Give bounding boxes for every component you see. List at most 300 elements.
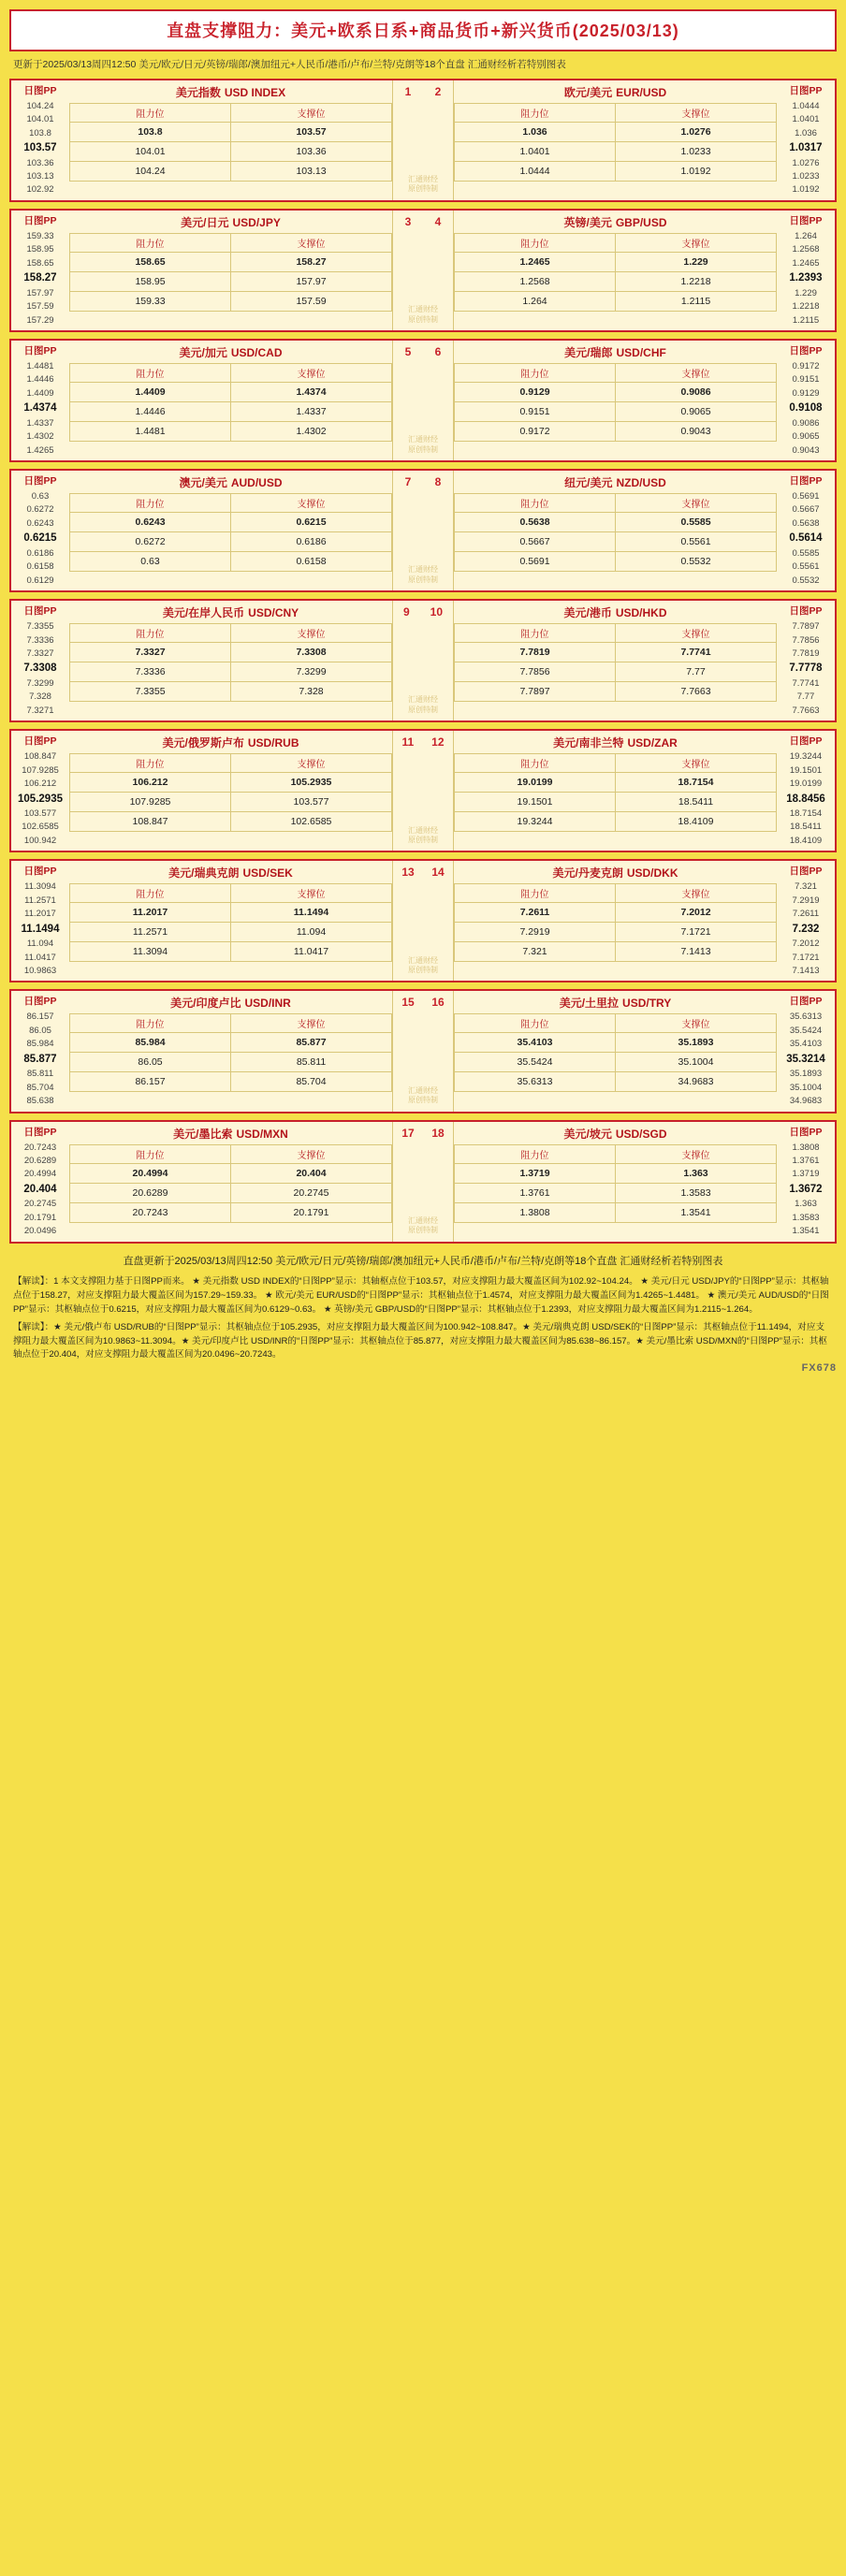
col-resistance: 阻力位	[70, 884, 231, 903]
levels-table	[454, 1144, 777, 1223]
levels-table	[454, 233, 777, 312]
support-value: 105.2935	[231, 773, 392, 793]
resistance-value: 20.7243	[70, 1202, 231, 1222]
pp-label: 日图PP	[789, 344, 823, 357]
levels-table	[454, 103, 777, 182]
pp-level: 0.9129	[792, 387, 820, 399]
watermark: 汇通财经 原创特制	[408, 695, 438, 714]
col-support: 支撑位	[616, 884, 777, 903]
table-row	[70, 382, 392, 401]
block-index-numbers	[393, 80, 453, 98]
pair-title: 美元指数 USD INDEX	[69, 80, 392, 103]
levels-table	[454, 1013, 777, 1092]
col-resistance: 阻力位	[70, 103, 231, 122]
table-row	[455, 271, 777, 291]
support-value: 1.3541	[616, 1202, 777, 1222]
col-support: 支撑位	[231, 494, 392, 513]
pp-levels-left	[11, 991, 69, 1111]
pp-level: 7.1721	[792, 952, 820, 963]
pp-level: 0.5532	[792, 575, 820, 586]
center-column	[392, 341, 454, 460]
support-value: 157.97	[231, 271, 392, 291]
col-resistance: 阻力位	[70, 1014, 231, 1033]
block-index-numbers	[393, 341, 453, 358]
panels	[69, 991, 777, 1111]
center-column	[392, 211, 454, 330]
table-row	[70, 271, 392, 291]
col-resistance: 阻力位	[455, 624, 616, 643]
col-resistance: 阻力位	[455, 494, 616, 513]
pair-panel-right	[454, 601, 777, 720]
support-value: 7.7663	[616, 682, 777, 702]
pp-level: 7.3299	[26, 677, 54, 689]
center-column	[392, 1122, 454, 1242]
pp-level: 19.0199	[789, 779, 823, 790]
pair-panel-right	[454, 861, 777, 981]
pair-title: 美元/瑞典克朗 USD/SEK	[69, 861, 392, 883]
block-index: 7	[404, 475, 412, 489]
pair-title: 美元/瑞郎 USD/CHF	[454, 341, 777, 363]
pp-level: 1.2568	[792, 244, 820, 255]
pp-level: 0.6272	[26, 504, 54, 516]
pair-panel-left	[69, 80, 392, 200]
pp-levels-right	[777, 731, 835, 851]
pp-level: 105.2935	[18, 793, 63, 805]
pp-level: 7.3271	[26, 705, 54, 716]
pp-label: 日图PP	[789, 605, 823, 618]
pp-level: 7.7663	[792, 705, 820, 716]
resistance-value: 20.6289	[70, 1183, 231, 1202]
support-value: 85.877	[231, 1033, 392, 1053]
support-value: 103.57	[231, 122, 392, 141]
table-row	[70, 643, 392, 662]
table-row	[455, 682, 777, 702]
levels-table	[69, 233, 392, 312]
pp-level: 0.9043	[792, 444, 820, 456]
pp-level: 11.094	[26, 939, 54, 950]
table-row	[455, 532, 777, 552]
pp-level: 0.5691	[792, 491, 820, 502]
resistance-value: 35.6313	[455, 1072, 616, 1092]
pp-level: 86.157	[26, 1011, 54, 1023]
pp-level: 1.4374	[23, 402, 57, 415]
pp-level: 1.0233	[792, 170, 820, 182]
pp-label: 日图PP	[789, 475, 823, 488]
pp-level: 1.4481	[26, 360, 54, 371]
pair-title: 澳元/美元 AUD/USD	[69, 471, 392, 493]
block-index-numbers	[393, 211, 453, 228]
table-row	[70, 942, 392, 962]
table-row	[70, 1183, 392, 1202]
col-support: 支撑位	[616, 624, 777, 643]
pp-level: 35.1893	[789, 1069, 823, 1080]
pair-title: 纽元/美元 NZD/USD	[454, 471, 777, 493]
pp-level: 20.1791	[23, 1212, 57, 1223]
pp-label: 日图PP	[23, 1126, 57, 1138]
block-index: 9	[402, 605, 410, 619]
table-row	[455, 1163, 777, 1183]
support-value: 157.59	[231, 291, 392, 311]
table-row	[70, 122, 392, 141]
table-row	[455, 1033, 777, 1053]
resistance-value: 11.3094	[70, 942, 231, 962]
pp-level: 7.3308	[23, 662, 57, 675]
block-index-numbers	[393, 471, 453, 488]
pair-title: 欧元/美元 EUR/USD	[454, 80, 777, 103]
pp-label: 日图PP	[23, 84, 57, 96]
pp-level: 1.2393	[789, 272, 823, 284]
support-value: 0.6186	[231, 532, 392, 552]
table-row	[70, 1202, 392, 1222]
pp-level: 108.847	[23, 751, 57, 763]
pp-level: 0.5585	[792, 547, 820, 559]
col-support: 支撑位	[616, 1144, 777, 1163]
resistance-value: 86.05	[70, 1053, 231, 1072]
table-row	[455, 1072, 777, 1092]
table-row	[455, 773, 777, 793]
support-value: 103.577	[231, 793, 392, 812]
panels	[69, 1122, 777, 1242]
pp-level: 104.01	[26, 114, 54, 125]
col-resistance: 阻力位	[70, 363, 231, 382]
pp-level: 7.232	[792, 923, 820, 935]
pp-level: 1.4446	[26, 374, 54, 386]
pp-level: 18.7154	[789, 808, 823, 819]
resistance-value: 11.2571	[70, 923, 231, 942]
pp-level: 0.6129	[26, 575, 54, 586]
table-row	[70, 291, 392, 311]
resistance-value: 1.4409	[70, 382, 231, 401]
pp-label: 日图PP	[23, 996, 57, 1008]
block-index: 14	[431, 866, 445, 880]
pp-level: 0.6243	[26, 517, 54, 529]
pp-level: 7.2012	[792, 939, 820, 950]
support-value: 18.5411	[616, 793, 777, 812]
pp-label: 日图PP	[789, 866, 823, 878]
col-support: 支撑位	[616, 233, 777, 252]
pp-levels-left	[11, 731, 69, 851]
pair-title: 美元/日元 USD/JPY	[69, 211, 392, 233]
col-resistance: 阻力位	[70, 754, 231, 773]
currency-block	[9, 1120, 837, 1244]
support-value: 102.6585	[231, 812, 392, 832]
pp-level: 1.0192	[792, 184, 820, 196]
col-support: 支撑位	[616, 1014, 777, 1033]
resistance-value: 0.63	[70, 552, 231, 572]
center-column	[392, 991, 454, 1111]
resistance-value: 106.212	[70, 773, 231, 793]
levels-table	[454, 753, 777, 832]
pp-level: 35.4103	[789, 1039, 823, 1050]
pp-level: 0.63	[31, 491, 50, 502]
block-index: 12	[431, 735, 445, 750]
block-index: 6	[434, 344, 442, 358]
pp-level: 1.3672	[789, 1183, 823, 1195]
col-resistance: 阻力位	[70, 233, 231, 252]
support-value: 1.0276	[616, 122, 777, 141]
title-bar	[9, 9, 837, 51]
block-index: 10	[430, 605, 443, 619]
page-title: 直盘支撑阻力：美元+欧系日系+商品货币+新兴货币(2025/03/13)	[167, 22, 679, 40]
table-row	[455, 1202, 777, 1222]
resistance-value: 7.7897	[455, 682, 616, 702]
pp-level: 0.5561	[792, 561, 820, 573]
table-row	[455, 793, 777, 812]
table-row	[70, 513, 392, 532]
support-value: 11.0417	[231, 942, 392, 962]
resistance-value: 1.036	[455, 122, 616, 141]
block-index: 11	[401, 735, 415, 750]
pp-level: 11.2017	[24, 909, 56, 920]
pp-levels-right	[777, 211, 835, 330]
pp-level: 35.5424	[789, 1025, 823, 1036]
block-index-numbers	[393, 731, 453, 749]
pp-level: 102.92	[26, 184, 54, 196]
pp-level: 102.6585	[22, 822, 59, 833]
support-value: 7.7741	[616, 643, 777, 662]
block-index-numbers	[393, 1122, 453, 1140]
support-value: 0.6158	[231, 552, 392, 572]
pp-level: 11.1494	[21, 923, 60, 935]
table-row	[455, 942, 777, 962]
pp-level: 7.3327	[26, 648, 54, 659]
support-value: 0.9065	[616, 401, 777, 421]
table-row	[455, 291, 777, 311]
col-support: 支撑位	[231, 1144, 392, 1163]
col-resistance: 阻力位	[70, 624, 231, 643]
currency-block	[9, 209, 837, 332]
table-row	[455, 1183, 777, 1202]
pp-level: 7.1413	[792, 965, 820, 976]
support-value: 7.1413	[616, 942, 777, 962]
pp-label: 日图PP	[23, 605, 57, 618]
table-row	[455, 923, 777, 942]
pair-title: 英镑/美元 GBP/USD	[454, 211, 777, 233]
support-value: 7.3308	[231, 643, 392, 662]
pp-levels-right	[777, 341, 835, 460]
pair-panel-left	[69, 211, 392, 330]
footer-title: 直盘更新于2025/03/13周四12:50 美元/欧元/日元/英镑/瑞郎/澳加纽元+人民币/港币/卢布/兰特/克朗等18个直盘 汇通财经析若特别图表	[123, 1255, 723, 1267]
resistance-value: 1.264	[455, 291, 616, 311]
pair-panel-left	[69, 341, 392, 460]
levels-table	[69, 753, 392, 832]
pp-level: 34.9683	[789, 1096, 823, 1107]
center-column	[392, 80, 454, 200]
pp-level: 7.3355	[26, 621, 54, 633]
resistance-value: 1.2568	[455, 271, 616, 291]
pp-level: 1.0444	[792, 100, 820, 111]
resistance-value: 0.6243	[70, 513, 231, 532]
table-row	[455, 552, 777, 572]
pp-level: 7.7897	[792, 621, 820, 633]
pp-label: 日图PP	[789, 214, 823, 226]
levels-table	[454, 363, 777, 442]
table-row	[455, 401, 777, 421]
pp-level: 103.57	[23, 142, 57, 154]
pp-level: 1.3761	[792, 1155, 820, 1166]
pp-levels-right	[777, 861, 835, 981]
levels-table	[69, 623, 392, 702]
col-resistance: 阻力位	[70, 1144, 231, 1163]
resistance-value: 159.33	[70, 291, 231, 311]
pair-panel-left	[69, 991, 392, 1111]
table-row	[455, 662, 777, 682]
pp-level: 11.2571	[24, 895, 56, 906]
support-value: 7.1721	[616, 923, 777, 942]
watermark: 汇通财经 原创特制	[408, 955, 438, 975]
pp-level: 7.2611	[792, 909, 820, 920]
pair-panel-left	[69, 861, 392, 981]
watermark: 汇通财经 原创特制	[408, 435, 438, 454]
pp-levels-right	[777, 1122, 835, 1242]
col-support: 支撑位	[231, 884, 392, 903]
resistance-value: 20.4994	[70, 1163, 231, 1183]
col-support: 支撑位	[616, 363, 777, 382]
pp-level: 103.13	[26, 170, 54, 182]
pp-level: 20.0496	[23, 1226, 57, 1237]
pp-levels-left	[11, 601, 69, 720]
support-value: 0.5561	[616, 532, 777, 552]
table-row	[70, 252, 392, 271]
pp-level: 7.321	[795, 881, 817, 893]
pp-level: 1.4265	[26, 444, 54, 456]
resistance-value: 35.5424	[455, 1053, 616, 1072]
block-index: 13	[401, 866, 415, 880]
table-row	[70, 682, 392, 702]
col-support: 支撑位	[231, 754, 392, 773]
pp-level: 85.877	[23, 1053, 57, 1065]
pp-level: 1.4409	[26, 387, 54, 399]
pp-level: 103.36	[26, 157, 54, 168]
resistance-value: 7.7819	[455, 643, 616, 662]
table-row	[70, 401, 392, 421]
block-index-numbers	[393, 991, 453, 1009]
pp-levels-left	[11, 80, 69, 200]
support-value: 1.229	[616, 252, 777, 271]
table-row	[70, 662, 392, 682]
pp-level: 11.0417	[24, 952, 56, 963]
table-row	[455, 643, 777, 662]
pp-level: 1.3583	[792, 1212, 820, 1223]
pp-level: 157.59	[26, 301, 54, 313]
pp-level: 0.9086	[792, 417, 820, 429]
resistance-value: 158.65	[70, 252, 231, 271]
watermark: 汇通财经 原创特制	[408, 565, 438, 584]
resistance-value: 0.6272	[70, 532, 231, 552]
col-support: 支撑位	[231, 624, 392, 643]
support-value: 85.811	[231, 1053, 392, 1072]
resistance-value: 1.2465	[455, 252, 616, 271]
footer-note-1: 【解读】：1 本文支撑阻力基于日图PP而来。 ★ 美元指数 USD INDEX的“日图PP”显示：其轴枢点位于103.57，对应支撑阻力最大覆盖区间为102.92~104.24。 ★ 美元/日元 USD/JPY的“日图PP”显示：其枢轴点位于158.27，对应支撑阻力最大覆盖区间为157.29~159.33。 ★ 欧元/美元 EUR/USD的“日图PP”显示：其枢轴点位于1.4574，对应支撑阻力最大覆盖区间为1.4265~1.4481。 ★ 澳元/美元 AUD/USD的“日图PP”显示：其枢轴点位于0.6215，对应支撑阻力最大覆盖区间为0.6129~0.63。 ★ 英镑/美元 GBP/USD的“日图PP”显示：其枢轴点位于1.2393，对应支撑阻力最大覆盖区间为1.2115~1.264。	[13, 1276, 829, 1315]
col-resistance: 阻力位	[455, 1144, 616, 1163]
center-column	[392, 861, 454, 981]
pp-level: 1.264	[795, 230, 817, 241]
resistance-value: 107.9285	[70, 793, 231, 812]
panels	[69, 731, 777, 851]
pp-label: 日图PP	[789, 84, 823, 96]
table-row	[455, 382, 777, 401]
pp-level: 0.9172	[792, 360, 820, 371]
support-value: 35.1893	[616, 1033, 777, 1053]
support-value: 7.3299	[231, 662, 392, 682]
center-column	[392, 471, 454, 590]
pp-level: 20.4994	[23, 1169, 57, 1180]
pp-level: 0.9151	[792, 374, 820, 386]
pp-level: 1.2115	[792, 314, 820, 326]
pp-level: 0.9065	[792, 431, 820, 443]
pair-title: 美元/加元 USD/CAD	[69, 341, 392, 363]
resistance-value: 108.847	[70, 812, 231, 832]
pp-level: 157.29	[26, 314, 54, 326]
support-value: 1.4374	[231, 382, 392, 401]
support-value: 0.9086	[616, 382, 777, 401]
resistance-value: 35.4103	[455, 1033, 616, 1053]
panels	[69, 601, 777, 720]
pp-level: 35.6313	[789, 1011, 823, 1023]
support-value: 1.0192	[616, 161, 777, 181]
pair-panel-right	[454, 80, 777, 200]
pp-level: 86.05	[29, 1025, 51, 1036]
pp-level: 85.811	[26, 1069, 54, 1080]
support-value: 103.36	[231, 141, 392, 161]
currency-block	[9, 729, 837, 852]
pp-level: 85.984	[26, 1039, 54, 1050]
support-value: 1.2218	[616, 271, 777, 291]
pp-levels-right	[777, 601, 835, 720]
pp-level: 158.95	[26, 244, 54, 255]
panels	[69, 211, 777, 330]
pp-level: 0.5614	[789, 532, 823, 545]
support-value: 20.1791	[231, 1202, 392, 1222]
pp-level: 18.8456	[786, 793, 825, 805]
resistance-value: 7.2919	[455, 923, 616, 942]
resistance-value: 0.9129	[455, 382, 616, 401]
pp-levels-left	[11, 211, 69, 330]
table-row	[70, 532, 392, 552]
pp-label: 日图PP	[23, 214, 57, 226]
resistance-value: 1.3719	[455, 1163, 616, 1183]
pair-panel-left	[69, 731, 392, 851]
pair-panel-right	[454, 731, 777, 851]
pp-levels-left	[11, 341, 69, 460]
pp-level: 103.8	[29, 127, 51, 138]
resistance-value: 0.5667	[455, 532, 616, 552]
resistance-value: 158.95	[70, 271, 231, 291]
levels-table	[69, 363, 392, 442]
block-index: 2	[434, 84, 442, 98]
resistance-value: 0.9172	[455, 421, 616, 441]
resistance-value: 7.7856	[455, 662, 616, 682]
watermark: 汇通财经 原创特制	[408, 1085, 438, 1105]
block-index: 4	[434, 214, 442, 228]
table-row	[455, 252, 777, 271]
signature: FX678	[801, 1362, 837, 1375]
table-row	[455, 161, 777, 181]
pp-level: 20.404	[23, 1183, 57, 1195]
resistance-value: 1.4481	[70, 421, 231, 441]
watermark: 汇通财经 原创特制	[408, 825, 438, 844]
pp-levels-right	[777, 80, 835, 200]
col-resistance: 阻力位	[455, 103, 616, 122]
levels-table	[69, 103, 392, 182]
pp-level: 7.77	[796, 691, 815, 703]
panels	[69, 341, 777, 460]
block-index: 16	[431, 996, 445, 1010]
pp-level: 7.7778	[789, 662, 823, 675]
resistance-value: 19.1501	[455, 793, 616, 812]
pair-panel-right	[454, 991, 777, 1111]
resistance-value: 1.0401	[455, 141, 616, 161]
